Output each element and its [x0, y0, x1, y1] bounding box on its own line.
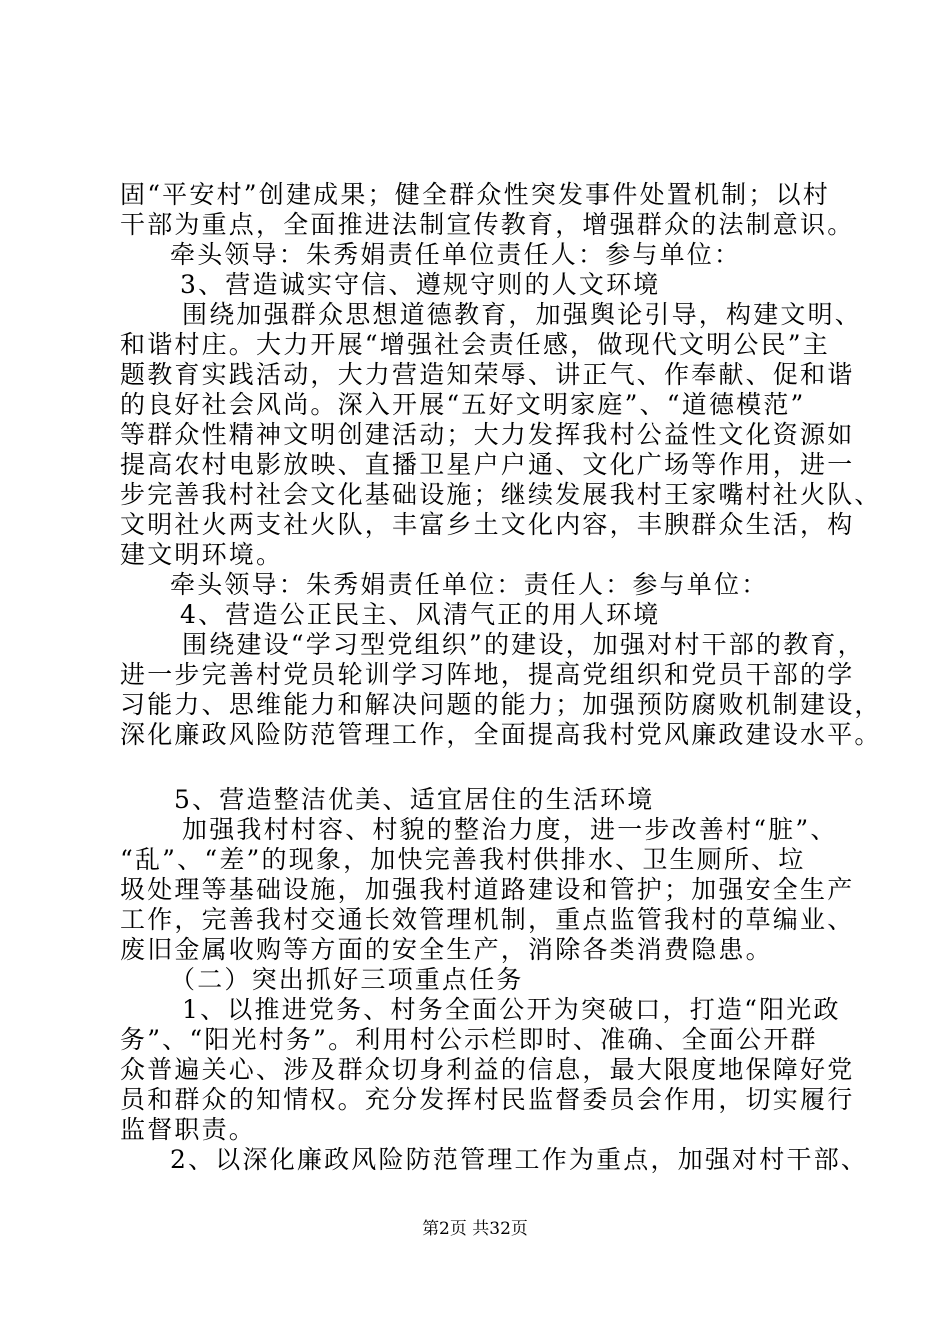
section-heading: （二）突出抓好三项重点任务: [170, 965, 524, 994]
text-line: 等群众性精神文明创建活动；大力发挥我村公益性文化资源如: [120, 420, 855, 449]
text-line: 题教育实践活动，大力营造知荣辱、讲正气、作奉献、促和谐: [120, 360, 855, 389]
text-line: 工作，完善我村交通长效管理机制，重点监管我村的草编业、: [120, 905, 855, 934]
text-line: 干部为重点，全面推进法制宣传教育，增强群众的法制意识。: [120, 210, 855, 239]
text-line: 监督职责。: [120, 1115, 257, 1144]
text-line: 习能力、思维能力和解决问题的能力；加强预防腐败机制建设，: [120, 690, 882, 719]
text-line: 牵头领导：朱秀娟责任单位责任人：参与单位：: [170, 240, 742, 269]
text-line: 2、以深化廉政风险防范管理工作为重点，加强对村干部、: [170, 1145, 869, 1174]
text-line: “乱”、“差”的现象，加快完善我村供排水、卫生厕所、垃: [120, 845, 806, 874]
text-line: 务”、“阳光村务”。利用村公示栏即时、准确、全面公开群: [120, 1025, 818, 1054]
page-number-footer: 第2页 共32页: [422, 1219, 528, 1239]
section-heading: 4、营造公正民主、风清气正的用人环境: [180, 600, 661, 629]
section-heading: 3、营造诚实守信、遵规守则的人文环境: [180, 270, 661, 299]
text-line: 和谐村庄。大力开展“增强社会责任感，做现代文明公民”主: [120, 330, 830, 359]
text-line: 众普遍关心、涉及群众切身利益的信息，最大限度地保障好党: [120, 1055, 855, 1084]
text-line: 围绕建设“学习型党组织”的建设，加强对村干部的教育，: [182, 630, 865, 659]
text-line: 固“平安村”创建成果；健全群众性突发事件处置机制；以村: [120, 180, 830, 209]
text-line: 1、以推进党务、村务全面公开为突破口，打造“阳光政: [182, 995, 841, 1024]
text-line: 废旧金属收购等方面的安全生产，消除各类消费隐患。: [120, 935, 773, 964]
text-line: 加强我村村容、村貌的整治力度，进一步改善村“脏”、: [182, 815, 838, 844]
text-line: 文明社火两支社火队，丰富乡土文化内容，丰腴群众生活，构: [120, 510, 855, 539]
text-line: 牵头领导：朱秀娟责任单位：责任人：参与单位：: [170, 570, 769, 599]
text-line: 进一步完善村党员轮训学习阵地，提高党组织和党员干部的学: [120, 660, 855, 689]
text-line: 围绕加强群众思想道德教育，加强舆论引导，构建文明、: [182, 300, 863, 329]
section-heading: 5、营造整洁优美、适宜居住的生活环境: [174, 785, 655, 814]
text-line: 深化廉政风险防范管理工作，全面提高我村党风廉政建设水平。: [120, 720, 882, 749]
text-line: 圾处理等基础设施，加强我村道路建设和管护；加强安全生产: [120, 875, 855, 904]
text-line: 步完善我村社会文化基础设施；继续发展我村王家嘴村社火队、: [120, 480, 882, 509]
text-line: 提高农村电影放映、直播卫星户户通、文化广场等作用，进一: [120, 450, 855, 479]
text-line: 建文明环境。: [120, 540, 284, 569]
text-line: 的良好社会风尚。深入开展“五好文明家庭”、“道德模范”: [120, 390, 806, 419]
text-line: 员和群众的知情权。充分发挥村民监督委员会作用，切实履行: [120, 1085, 855, 1114]
